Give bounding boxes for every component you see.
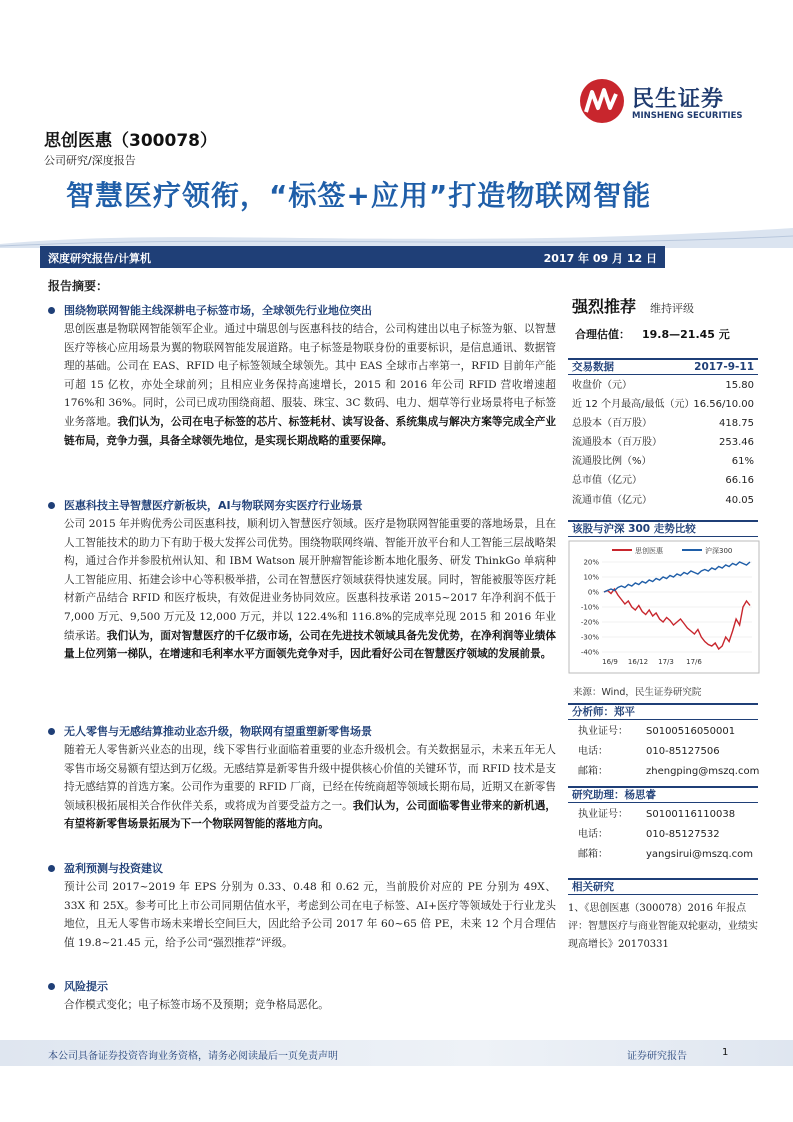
page-number: 1: [722, 1047, 729, 1058]
analyst-contact: [568, 722, 758, 782]
report-type-label: 深度研究报告/计算机: [48, 252, 152, 265]
trade-data-title: 交易数据 2017-9-11: [568, 358, 758, 375]
section-emphasis: 我们认为，公司在电子标签的芯片、标签耗材、读写设备、系统集成与解决方案等完成全产业链布局，竞争力强，具备全球领先地位，是实现长期战略的重要保障。: [64, 415, 557, 447]
footer-disclaimer: 本公司具备证券投资咨询业务资格，请务必阅读最后一页免责声明: [48, 1051, 338, 1062]
legend-label-index: 沪深300: [705, 547, 733, 555]
table-row: 总市值（亿元） 66.16: [572, 475, 754, 487]
contact-row: 执业证号： S0100516050001: [578, 726, 736, 737]
rating-block: [572, 294, 762, 317]
x-tick-label: 17/3: [658, 658, 674, 666]
y-tick-label: 10%: [583, 573, 599, 582]
brand-name-cn: 民生证券: [632, 87, 725, 112]
table-row: 流通股比例（%） 61%: [572, 456, 754, 468]
trade-data-table: [568, 376, 758, 510]
brand-logo: [578, 78, 758, 124]
table-row: 流通市值（亿元） 40.05: [572, 494, 754, 506]
analyst-title: 分析师：郑平: [568, 703, 758, 720]
section-heading: 医惠科技主导智慧医疗新板块，AI与物联网夯实医疗行业场景: [48, 497, 556, 515]
contact-row[interactable]: 邮箱： zhengping@mszq.com: [578, 766, 760, 777]
valuation-label: 合理估值：: [575, 328, 630, 341]
legend-label-stock: 思创医惠: [635, 547, 663, 555]
section-smart-medical: [48, 497, 556, 664]
section-forecast: [48, 860, 556, 952]
rating-note: 维持评级: [650, 302, 695, 315]
bullet-icon: [48, 728, 55, 735]
section-body: 思创医惠是物联网智能领军企业。通过中瑞思创与医惠科技的结合，公司构建出以电子标签为躯、以智慧医疗等核心应用场景为翼的物联网智能发展道路。电子标签是物联身份的重要标识，是信息通讯、数据管理的基础。公司在 EAS、RFID 电子标签领域全球领先。其中 EAS 全球市占率第一，RFID 目前年产能可超 15 亿枚，亦处全球前列；且相应业务保持高速增长，2015 和 2016 年公司 RFID 营收增速超 176%和 36%。同时，公司已成功围绕商超、服装、珠宝、3C 数码、电力、烟草等行业场景将电子标签业务落地。我们认为，公司在电子标签的芯片、标签耗材、读写设备、系统集成与解决方案等完成全产业链布局，竞争力强，具备全球领先地位，是实现长期战略的重要保障。: [64, 323, 557, 447]
brand-name-en: MINSHENG SECURITIES: [632, 111, 743, 121]
contact-row: 执业证号： S0100116110038: [578, 809, 736, 820]
section-new-retail: [48, 723, 556, 834]
report-date: 2017 年 09 月 12 日: [543, 252, 657, 265]
section-rfid: [48, 302, 556, 450]
assistant-contact: [568, 805, 758, 865]
minsheng-logo-icon: [578, 78, 626, 124]
report-headline: 智慧医疗领衔，“标签+应用”打造物联网智能: [66, 179, 652, 212]
bullet-icon: [48, 307, 55, 314]
section-risk: [48, 978, 556, 1015]
contact-row: 电话： 010-85127532: [578, 829, 720, 840]
chart-source: 来源：Wind，民生证券研究院: [573, 687, 702, 698]
x-tick-label: 16/12: [627, 658, 649, 666]
chart-title: 该股与沪深 300 走势比较: [568, 520, 758, 537]
header-band-decoration: [0, 222, 793, 248]
table-row: 收盘价（元） 15.80: [572, 380, 754, 391]
report-category: 公司研究/深度报告: [44, 154, 136, 167]
section-heading: 围绕物联网智能主线深耕电子标签市场，全球领先行业地位突出: [48, 302, 556, 320]
related-item[interactable]: 1、《思创医惠（300078）2016 年报点评：智慧医疗与商业智能双轮驱动，业绩实现高增长》20170331: [568, 903, 758, 950]
section-emphasis: 我们认为，面对智慧医疗的千亿级市场，公司在先进技术领域具备先发优势，在净利润等业绩体量上位列第一梯队，在增速和毛利率水平方面领先竞争对手，因此看好公司在智慧医疗领域的发展前景。: [64, 629, 557, 661]
section-heading: 盈利预测与投资建议: [48, 860, 556, 878]
contact-row[interactable]: 邮箱： yangsirui@mszq.com: [578, 849, 754, 860]
rating-label: 强烈推荐: [572, 297, 637, 316]
table-row: 流通股本（百万股） 253.46: [572, 437, 754, 449]
section-emphasis: 我们认为，公司面临零售业带来的新机遇，有望将新零售场景拓展为下一个物联网智能的落地方向。: [64, 799, 556, 831]
section-body: 预计公司 2017~2019 年 EPS 分别为 0.33、0.48 和 0.62 元，当前股价对应的 PE 分别为 49X、33X 和 25X。参考可比上市公司同期估值水平，考虑到公司在电子标签、AI+医疗等领域处于行业龙头地位，且无人零售市场未来增长空间巨大，因此给予公司 2017 年 60~65 倍 PE，未来 12 个月合理估值 19.8~21.45 元，给予公司“强烈推荐”评级。: [64, 881, 556, 949]
y-tick-label: 0%: [587, 588, 599, 597]
bullet-icon: [48, 983, 55, 990]
valuation-value: 19.8—21.45 元: [642, 328, 730, 341]
x-tick-label: 16/9: [602, 658, 618, 666]
section-body: 随着无人零售新兴业态的出现，线下零售行业面临着重要的业态升级机会。有关数据显示，未来五年无人零售市场交易额有望达到万亿级。无感结算是新零售升级中提供核心价值的关键环节，而 RFID 技术是支持无感结算的首选方案。公司作为重要的 RFID 厂商，已经在传统商超等领域长期布局，近期又在新零售领域积极拓展相关合作伙伴关系，或将成为首要受益方之一。我们认为，公司面临零售业带来的新机遇，有望将新零售场景拓展为下一个物联网智能的落地方向。: [64, 744, 556, 831]
y-tick-label: -20%: [580, 618, 599, 627]
page-footer: [0, 1040, 793, 1066]
trend-chart: [568, 540, 760, 674]
bullet-icon: [48, 865, 55, 872]
footer-report-type: 证券研究报告: [627, 1051, 687, 1062]
abstract-label: 报告摘要：: [48, 279, 109, 293]
report-band: [40, 246, 665, 268]
trade-data-date: 2017-9-11: [694, 361, 754, 373]
x-tick-label: 17/6: [686, 658, 702, 666]
bullet-icon: [48, 502, 55, 509]
contact-row: 电话： 010-85127506: [578, 746, 720, 757]
section-heading: 无人零售与无感结算推动业态升级，物联网有望重塑新零售场景: [48, 723, 556, 741]
table-row: 总股本（百万股） 418.75: [572, 418, 754, 430]
assistant-title: 研究助理：杨思睿: [568, 786, 758, 803]
section-heading: 风险提示: [48, 978, 556, 996]
valuation-block: [575, 326, 730, 342]
section-body: 合作模式变化；电子标签市场不及预期；竞争格局恶化。: [64, 999, 329, 1011]
y-tick-label: -40%: [580, 648, 599, 657]
y-tick-label: -30%: [580, 633, 599, 642]
section-body: 公司 2015 年并购优秀公司医惠科技，顺利切入智慧医疗领域。医疗是物联网智能重要的落地场景，且在人工智能技术的助力下有助于极大发挥公司优势。围绕物联网终端、智能开放平台和人工智能三层战略架构，通过合作并参股杭州认知、和 IBM Watson 展开肿瘤智能诊断本地化服务、研发 ThinkGo 单病种人工智能应用、拓建会诊中心等积极举措，公司在智慧医疗领域获得快速发展。同时，智能被服等医疗耗材新产品结合 RFID 和医疗板块，有效促进业务协同效应。医惠科技承诺 2015~2017 年净利润不低于 7,000 万元、9,500 万元及 12,000 万元，并以 122.4%和 116.8%的完成率兑现 2015 和 2016 年业绩承诺。我们认为，面对智慧医疗的千亿级市场，公司在先进技术领域具备先发优势，在净利润等业绩体量上位列第一梯队，在增速和毛利率水平方面领先竞争对手，因此看好公司在智慧医疗领域的发展前景。: [64, 518, 557, 661]
table-row: 近 12 个月最高/最低（元） 16.56/10.00: [572, 399, 754, 411]
related-title: 相关研究: [568, 878, 758, 895]
y-tick-label: -10%: [580, 603, 599, 612]
y-tick-label: 20%: [583, 558, 599, 567]
company-title: 思创医惠（300078）: [44, 131, 217, 151]
